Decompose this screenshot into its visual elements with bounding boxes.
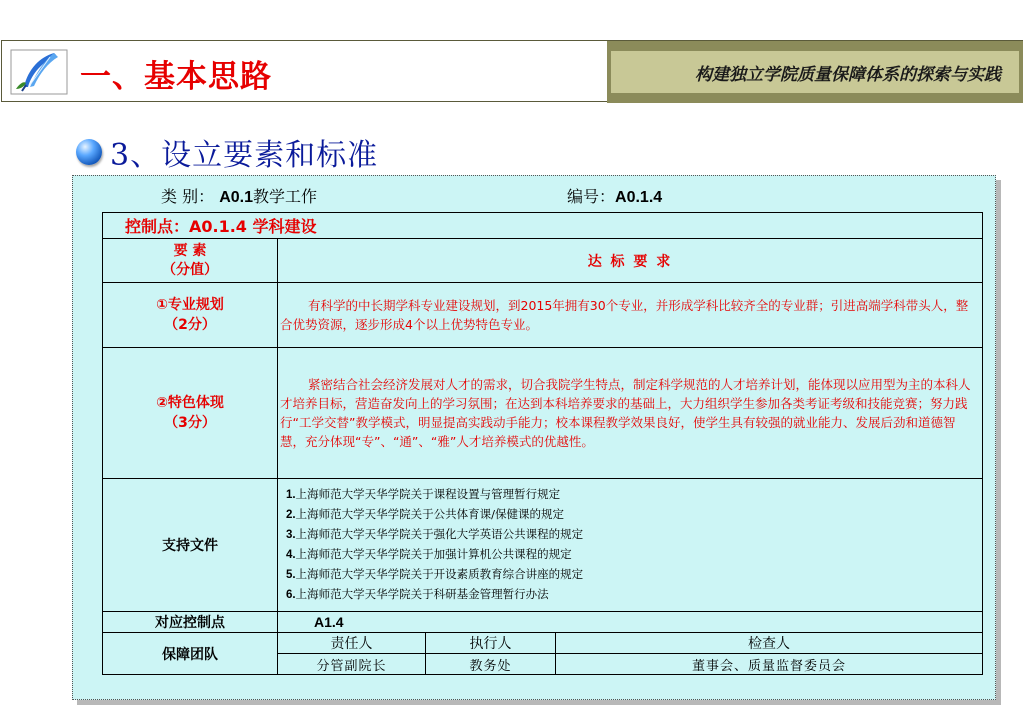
team-label: 保障团队	[103, 633, 278, 675]
table-row	[103, 283, 983, 348]
row-standard-content: 有科学的中长期学科专业建设规划，到2015年拥有30个专业，并形成学科比较齐全的专业群；引进高端学科带头人，整合优势资源，逐步形成4个以上优势特色专业。	[280, 298, 969, 332]
team-header-responsible: 责任人	[278, 633, 426, 654]
support-docs-list	[278, 479, 983, 612]
control-point-row	[103, 213, 983, 239]
row-standard-text	[278, 348, 983, 479]
standards-panel	[72, 175, 996, 700]
section-title: 3、设立要素和标准	[110, 138, 379, 173]
category-meta	[161, 184, 317, 207]
reference-label: 对应控制点	[103, 612, 278, 633]
doc-text: 上海师范大学天华学院关于公共体育课/保健课的规定	[295, 507, 564, 521]
list-item	[286, 525, 974, 545]
row-element-score: （2分）	[164, 317, 216, 333]
list-item	[286, 505, 974, 525]
feather-quill-icon	[10, 49, 68, 95]
team-header-row	[103, 633, 983, 654]
element-header-line2: （分值）	[162, 261, 218, 278]
list-item	[286, 585, 974, 605]
doc-num: 6.	[286, 589, 296, 601]
doc-num: 5.	[286, 569, 296, 581]
header-title-box	[1, 40, 609, 102]
reference-row	[103, 612, 983, 633]
control-point-title: 控制点：A0.1.4 学科建设	[125, 217, 317, 236]
row-element-cell	[103, 348, 278, 479]
team-header-inspector: 检查人	[556, 633, 983, 654]
table-row	[103, 348, 983, 479]
team-value-executor: 教务处	[426, 654, 556, 675]
section-heading	[76, 130, 378, 174]
row-standard-text	[278, 283, 983, 348]
page-title: 一、基本思路	[80, 59, 272, 95]
team-header-executor: 执行人	[426, 633, 556, 654]
doc-text: 上海师范大学天华学院关于加强计算机公共课程的规定	[295, 547, 572, 561]
doc-num: 1.	[286, 489, 296, 501]
list-item	[286, 565, 974, 585]
doc-num: 2.	[286, 509, 296, 521]
support-docs-row	[103, 479, 983, 612]
category-name: 教学工作	[252, 187, 317, 206]
list-item	[286, 485, 974, 505]
doc-text: 上海师范大学天华学院关于开设素质教育综合讲座的规定	[295, 567, 584, 581]
support-docs-label: 支持文件	[103, 479, 278, 612]
team-value-responsible: 分管副院长	[278, 654, 426, 675]
number-meta	[567, 184, 662, 207]
list-item	[286, 545, 974, 565]
element-column-header	[103, 239, 278, 283]
header-subtitle-box	[607, 40, 1023, 103]
number-label: 编号：	[567, 187, 616, 206]
header-subtitle: 构建独立学院质量保障体系的探索与实践	[695, 64, 1001, 85]
doc-text: 上海师范大学天华学院关于课程设置与管理暂行规定	[295, 487, 561, 501]
row-element-name: ①专业规划	[156, 297, 224, 313]
doc-text: 上海师范大学天华学院关于强化大学英语公共课程的规定	[295, 527, 584, 541]
blue-orb-bullet-icon	[76, 139, 102, 165]
row-element-cell	[103, 283, 278, 348]
team-value-inspector: 董事会、质量监督委员会	[556, 654, 983, 675]
element-header-line1: 要 素	[173, 242, 207, 259]
category-code: A0.1	[219, 189, 253, 206]
doc-text: 上海师范大学天华学院关于科研基金管理暂行办法	[295, 587, 549, 601]
doc-num: 3.	[286, 529, 296, 541]
reference-value: A1.4	[278, 612, 983, 633]
standards-table	[102, 212, 983, 675]
number-value: A0.1.4	[615, 189, 663, 206]
row-element-score: （3分）	[164, 415, 216, 431]
slide-header	[0, 40, 1023, 102]
category-label: 类 别：	[161, 187, 215, 206]
doc-num: 4.	[286, 549, 296, 561]
row-element-name: ②特色体现	[156, 395, 224, 411]
row-standard-content: 紧密结合社会经济发展对人才的需求，切合我院学生特点，制定科学规范的人才培养计划，能体现以应用型为主的本科人才培养目标，营造奋发向上的学习氛围；在达到本科培养要求的基础上，大力组织学生参加各类考证考级和技能竞赛；努力践行“工学交替”教学模式，明显提高实践动手能力；校本课程教学效果良好，使学生具有较强的就业能力、发展后劲和道德智慧，充分体现“专”、“通”、“雅”人才培养模式的优越性。	[280, 377, 971, 449]
table-header-row	[103, 239, 983, 283]
standard-column-header: 达 标 要 求	[278, 239, 983, 283]
